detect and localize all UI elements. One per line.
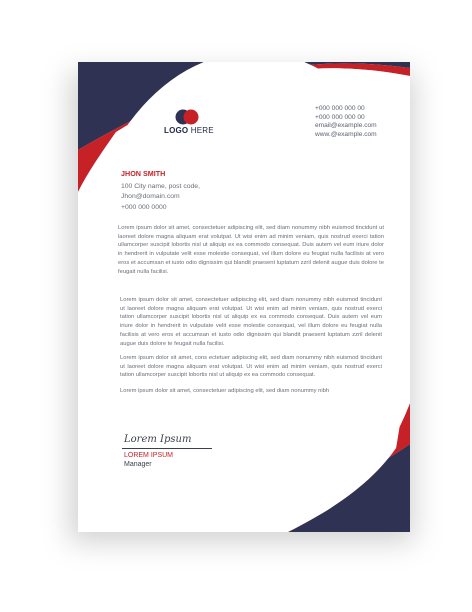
recipient-email: Jhon@domain.com	[121, 193, 180, 201]
signatory-title: Manager	[124, 461, 152, 468]
recipient-address: 100 City name, post code,	[121, 183, 200, 190]
contact-phone-1: +000 000 000 00	[315, 105, 365, 112]
signatory-name: LOREM IPSUM	[124, 452, 174, 459]
body-paragraph-4: Lorem ipsum dolor sit amet, consectetuer adipiscing elit, sed diam nonummy nibh	[120, 388, 330, 394]
signature-script: Lorem Ipsum	[124, 434, 192, 445]
contact-block	[315, 105, 405, 139]
logo-text	[164, 126, 214, 135]
contact-email: email@example.com	[315, 122, 377, 130]
recipient-details	[121, 182, 200, 213]
letterhead-sheet	[78, 62, 410, 532]
signature-line	[122, 448, 212, 449]
logo-brand: LOGO	[164, 126, 189, 135]
recipient-name: JHON SMITH	[121, 169, 166, 178]
body-paragraph-1: Lorem ipsum dolor sit amet, consectetuer adipiscing elit, sed diam nonummy nibh euismod tincidunt ut laoreet dolore magna aliquam erat volutpat. Ut wisi enim ad minim veniam, quis nostrud exerci tation ullamcorper suscipit lobortis nisl ut aliquip ex ea commodo consequat. Duis autem vel eum iriure dolor in hendrerit in vulputate velit esse molestie consequat, vel illum dolore eu feugiat nulla facilisis at vero eros et accumsan et iusto odio dignissim qui blandit praesent luptatum zzril delenit augue duis dolore te feugait nulla facilisi.	[118, 225, 384, 275]
body-paragraph-2: Lorem ipsum dolor sit amet, consectetuer adipiscing elit, sed diam nonummy nibh euismod tincidunt ut laoreet dolore magna aliquam erat volutpat. Ut wisi enim ad minim veniam, quis nostrud exerci tation ullamcorper suscipit lobortis nisl ut aliquip ex ea commodo consequat. Duis autem vel eum iriure dolor in hendrerit in vulputate velit esse molestie consequat, vel illum dolore eu feugiat nulla facilisis at vero eros et accumsan et iusto odio dignissim qui blandit praesent luptatum zzril delenit augue duis dolore te feugait nulla facilisi.	[120, 297, 382, 347]
recipient-phone: +000 000 0000	[121, 203, 167, 211]
contact-phone-2: +000 000 000 00	[315, 113, 365, 121]
body-paragraph-3: Lorem ipsum dolor sit amet, cons ectetuer adipiscing elit, sed diam nonummy nibh euismod tincidunt ut laoreet dolore magna aliquam erat volutpat. Ut wisi enim ad minim veniam, quis nostrud exerci tation ullamcorper suscipit lobortis nisl ut aliquip ex ea commodo consequat.	[120, 355, 382, 379]
contact-website: www.@example.com	[315, 130, 377, 138]
logo-suffix: HERE	[188, 126, 214, 135]
